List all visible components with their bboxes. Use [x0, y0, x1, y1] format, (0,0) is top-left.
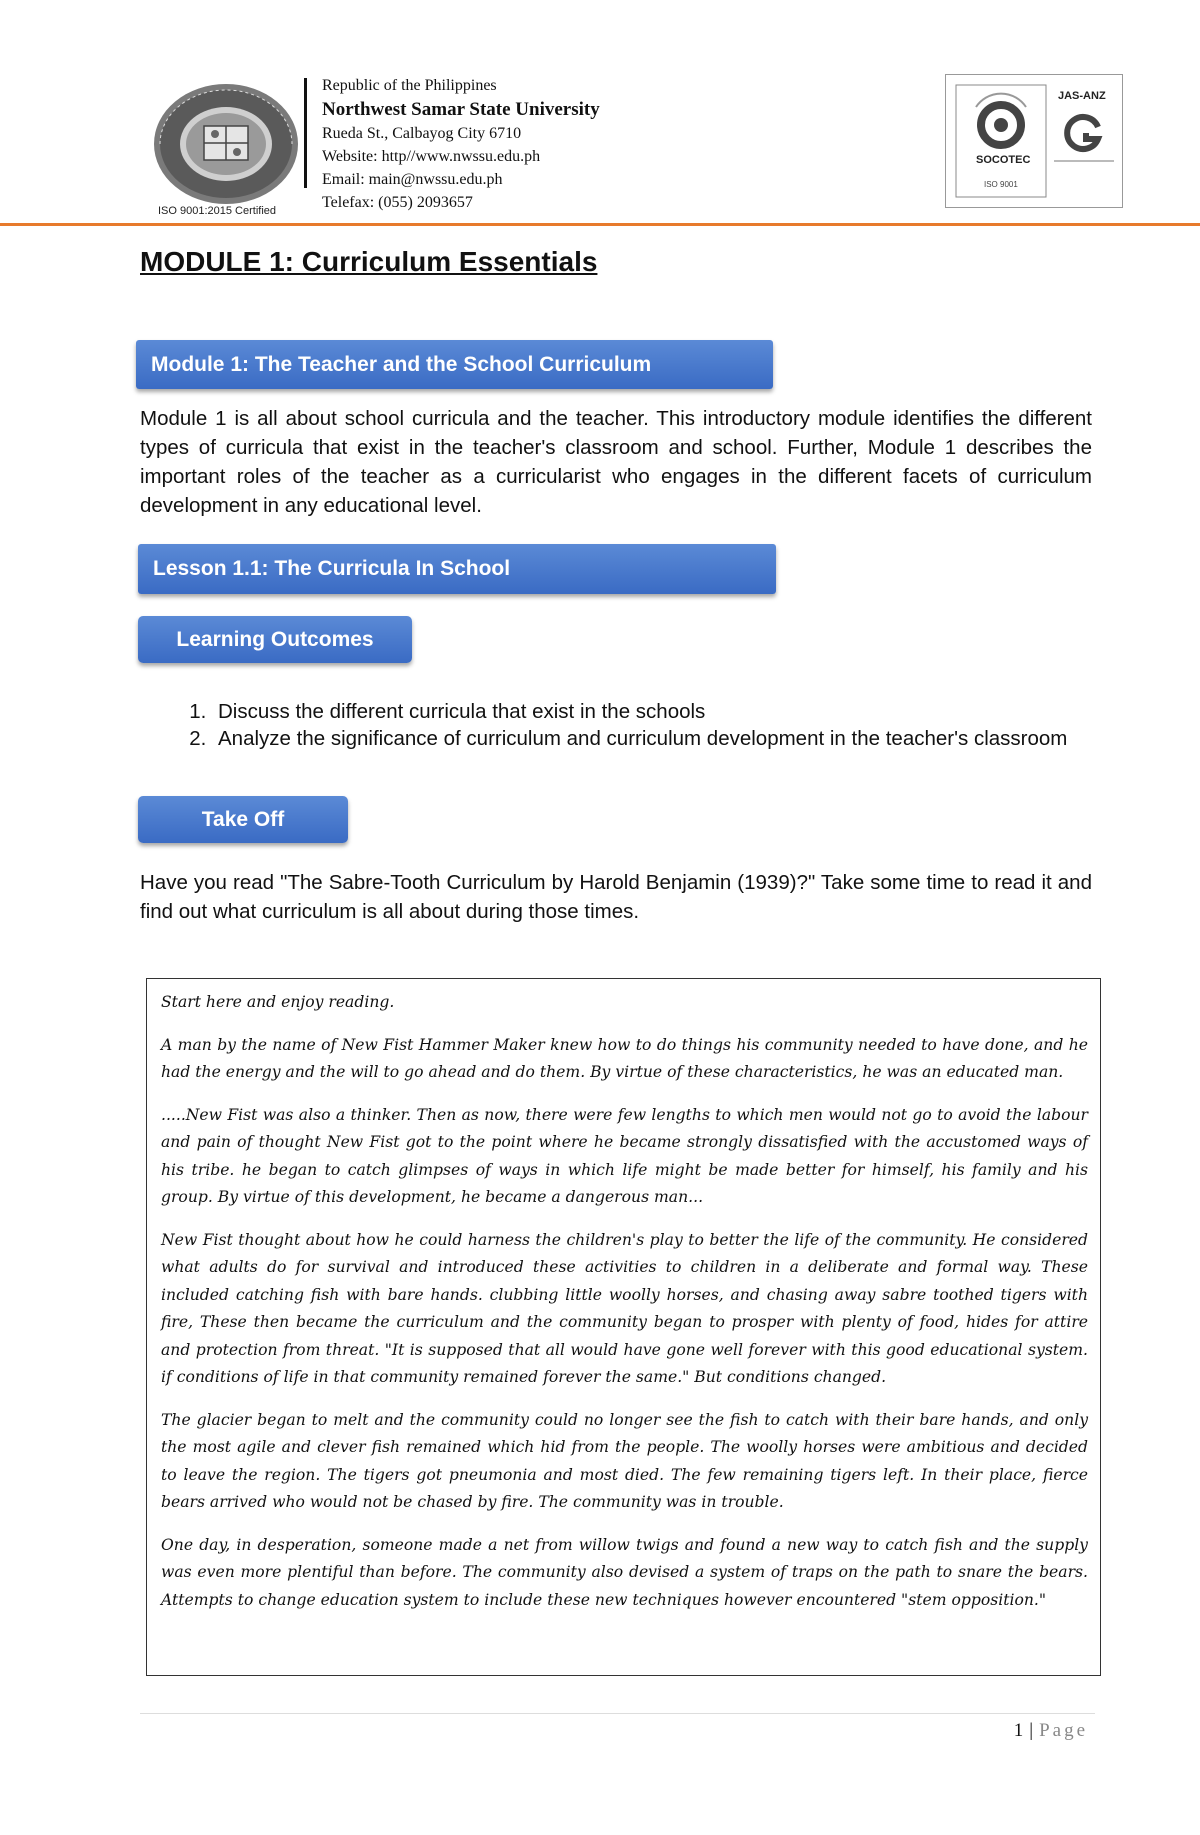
telefax-line: Telefax: (055) 2093657: [322, 194, 473, 211]
header-divider: [304, 78, 307, 188]
university-info: [322, 74, 600, 214]
university-name: Northwest Samar State University: [322, 99, 600, 120]
story-paragraph: The glacier began to melt and the community could no longer see the fish to catch with their bare hands, and only the most agile and clever fish remained which hid from the people. The woolly horses were ambitious and decided to leave the region. The tigers got pneumonia and most died. The few remaining tigers left. In their place, fierce bears arrived who would not be chased by fire. The community was in trouble.: [161, 1410, 1088, 1511]
story-paragraph: .....New Fist was also a thinker. Then as now, there were few lengths to which men would not go to avoid the labour and pain of thought New Fist got to the point where he became strongly dissatisfied with the accustomed ways of his tribe. he began to catch glimpses of ways in which life might be made better for himself, his family and his group. By virtue of this development, he became a dangerous man...: [161, 1105, 1088, 1206]
learning-outcomes-banner: Learning Outcomes: [138, 616, 412, 663]
svg-text:JAS-ANZ: JAS-ANZ: [1058, 90, 1106, 102]
website-line: Website: http//www.nwssu.edu.ph: [322, 148, 541, 165]
module-title: MODULE 1: Curriculum Essentials: [140, 246, 598, 277]
republic-line: Republic of the Philippines: [322, 77, 497, 94]
page-number: 1: [1013, 1720, 1024, 1741]
email-line: Email: main@nwssu.edu.ph: [322, 171, 503, 188]
footer-rule: [140, 1713, 1095, 1714]
header-accent-rule: [0, 223, 1200, 226]
address-line: Rueda St., Calbayog City 6710: [322, 125, 522, 142]
takeoff-paragraph: Have you read "The Sabre-Tooth Curriculum by Harold Benjamin (1939)?" Take some time to read it and find out what curriculum is all about during those times.: [140, 871, 1092, 923]
outcomes-list: [140, 698, 1092, 752]
take-off-banner: Take Off: [138, 796, 348, 843]
list-item: 1. Discuss the different curricula that exist in the schools: [212, 698, 1092, 725]
story-paragraph: New Fist thought about how he could harness the children's play to better the life of the community. He considered what adults do for survival and introduced these activities to children in a deliberate and formal way. These included catching fish with bare hands. clubbing little woolly horses, and chasing away sabre toothed tigers with fire, These then became the curriculum and the community began to prosper with plenty of food, hides for attire and protection from threat. "It is supposed that all would have gone well forever with this good educational system. if conditions of life in that community remained forever the same." But conditions changed.: [161, 1230, 1088, 1386]
story-paragraph: A man by the name of New Fist Hammer Maker knew how to do things his community needed to have done, and he had the energy and the will to go ahead and do them. By virtue of these characteristics, he was an educated man.: [161, 1035, 1088, 1081]
story-paragraph: Start here and enjoy reading.: [161, 993, 395, 1011]
lesson-banner: Lesson 1.1: The Curricula In School: [138, 544, 776, 594]
footer-separator: |: [1029, 1720, 1034, 1741]
letterhead: [0, 0, 1200, 226]
page-footer: [1014, 1720, 1088, 1742]
svg-text:SOCOTEC: SOCOTEC: [976, 154, 1031, 166]
socotec-jas-anz-logo: [946, 75, 1122, 207]
university-seal-logo: [152, 82, 300, 206]
page-label: Page: [1039, 1720, 1088, 1741]
certification-logos: [945, 74, 1123, 208]
story-excerpt-box: [146, 978, 1101, 1676]
module-banner: Module 1: The Teacher and the School Curriculum: [136, 340, 773, 389]
iso-certified-label: ISO 9001:2015 Certified: [158, 205, 277, 217]
intro-paragraph: Module 1 is all about school curricula and the teacher. This introductory module identifies the different types of curricula that exist in the teacher's classroom and school. Further, Module 1 describes the important roles of the teacher as a curricularist who engages in the different facets of curriculum development in any educational level.: [140, 407, 1092, 517]
list-item: 2. Analyze the significance of curriculum and curriculum development in the teacher's classroom: [212, 725, 1092, 752]
story-paragraph: One day, in desperation, someone made a net from willow twigs and found a new way to catch fish and the supply was even more plentiful than before. The community also devised a system of traps on the path to snare the bears. Attempts to change education system to include these new techniques however encountered "stem opposition.": [161, 1535, 1088, 1609]
svg-text:ISO 9001: ISO 9001: [984, 180, 1018, 189]
